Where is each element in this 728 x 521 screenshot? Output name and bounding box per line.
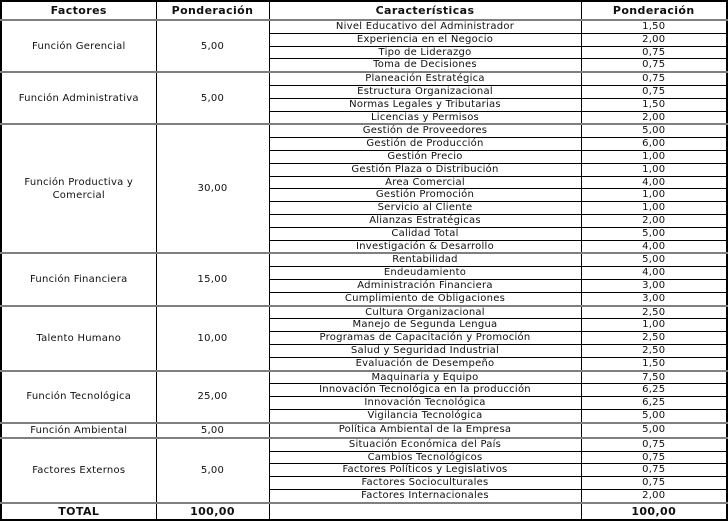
- characteristic-weight-cell: 5,00: [581, 253, 727, 266]
- characteristic-weight-cell: 1,00: [581, 202, 727, 215]
- table-body: [1, 20, 727, 503]
- characteristic-name-cell: Política Ambiental de la Empresa: [269, 423, 581, 438]
- characteristic-name-cell: Normas Legales y Tributarias: [269, 98, 581, 111]
- characteristic-row: [1, 124, 727, 137]
- characteristic-name-cell: Evaluación de Desempeño: [269, 357, 581, 370]
- total-label: TOTAL: [1, 503, 156, 520]
- characteristic-name-cell: Factores Socioculturales: [269, 477, 581, 490]
- total-row: [1, 503, 727, 520]
- characteristic-weight-cell: 4,00: [581, 240, 727, 253]
- col-header-factores: Factores: [1, 1, 156, 20]
- factor-name-cell: Función Gerencial: [1, 20, 156, 72]
- characteristic-weight-cell: 0,75: [581, 59, 727, 72]
- characteristic-weight-cell: 5,00: [581, 409, 727, 422]
- characteristic-name-cell: Vigilancia Tecnológica: [269, 409, 581, 422]
- characteristic-weight-cell: 1,50: [581, 357, 727, 370]
- characteristic-name-cell: Innovación Tecnológica: [269, 397, 581, 410]
- characteristic-weight-cell: 0,75: [581, 438, 727, 451]
- factor-weight-cell: 30,00: [156, 124, 269, 253]
- characteristic-name-cell: Factores Internacionales: [269, 489, 581, 502]
- characteristic-name-cell: Alianzas Estratégicas: [269, 214, 581, 227]
- characteristic-name-cell: Gestión Promoción: [269, 189, 581, 202]
- factor-weight-cell: 5,00: [156, 72, 269, 124]
- table-footer: [1, 503, 727, 520]
- characteristic-name-cell: Manejo de Segunda Lengua: [269, 319, 581, 332]
- characteristic-name-cell: Programas de Capacitación y Promoción: [269, 332, 581, 345]
- col-header-ponderacion-caracteristica: Ponderación: [581, 1, 727, 20]
- characteristic-weight-cell: 3,00: [581, 292, 727, 305]
- characteristic-weight-cell: 2,50: [581, 344, 727, 357]
- factor-name-cell: Función Administrativa: [1, 72, 156, 124]
- characteristic-row: [1, 306, 727, 319]
- characteristic-name-cell: Investigación & Desarrollo: [269, 240, 581, 253]
- characteristic-weight-cell: 6,00: [581, 138, 727, 151]
- characteristic-name-cell: Cultura Organizacional: [269, 306, 581, 319]
- characteristic-weight-cell: 3,00: [581, 279, 727, 292]
- characteristic-row: [1, 438, 727, 451]
- characteristic-weight-cell: 1,00: [581, 150, 727, 163]
- characteristic-weight-cell: 5,00: [581, 227, 727, 240]
- characteristic-weight-cell: 0,75: [581, 451, 727, 464]
- characteristic-name-cell: Gestión de Producción: [269, 138, 581, 151]
- characteristic-weight-cell: 0,75: [581, 464, 727, 477]
- characteristic-name-cell: Maquinaria y Equipo: [269, 371, 581, 384]
- factor-name-cell: Factores Externos: [1, 438, 156, 503]
- characteristic-weight-cell: 4,00: [581, 267, 727, 280]
- total-empty-cell: [269, 503, 581, 520]
- factor-name-cell: Función Ambiental: [1, 423, 156, 438]
- characteristic-name-cell: Factores Políticos y Legislativos: [269, 464, 581, 477]
- characteristic-name-cell: Estructura Organizacional: [269, 85, 581, 98]
- characteristic-name-cell: Cumplimiento de Obligaciones: [269, 292, 581, 305]
- characteristic-name-cell: Salud y Seguridad Industrial: [269, 344, 581, 357]
- characteristic-row: [1, 423, 727, 438]
- characteristic-name-cell: Administración Financiera: [269, 279, 581, 292]
- characteristic-weight-cell: 2,00: [581, 489, 727, 502]
- factor-weight-cell: 5,00: [156, 423, 269, 438]
- factor-name-cell: Talento Humano: [1, 306, 156, 371]
- factor-weight-cell: 5,00: [156, 20, 269, 72]
- characteristic-weight-cell: 2,00: [581, 111, 727, 124]
- characteristic-name-cell: Gestión Plaza o Distribución: [269, 163, 581, 176]
- characteristic-name-cell: Licencias y Permisos: [269, 111, 581, 124]
- characteristic-weight-cell: 6,25: [581, 397, 727, 410]
- characteristic-name-cell: Rentabilidad: [269, 253, 581, 266]
- characteristic-weight-cell: 2,00: [581, 33, 727, 46]
- characteristic-name-cell: Planeación Estratégica: [269, 72, 581, 85]
- characteristic-name-cell: Gestión de Proveedores: [269, 124, 581, 137]
- characteristic-weight-cell: 0,75: [581, 46, 727, 59]
- characteristic-name-cell: Innovación Tecnológica en la producción: [269, 384, 581, 397]
- characteristic-weight-cell: 1,00: [581, 319, 727, 332]
- characteristic-row: [1, 72, 727, 85]
- total-caracteristicas-ponderacion: 100,00: [581, 503, 727, 520]
- characteristic-name-cell: Servicio al Cliente: [269, 202, 581, 215]
- characteristic-name-cell: Gestión Precio: [269, 150, 581, 163]
- table-header: [1, 1, 727, 20]
- factor-weight-cell: 15,00: [156, 253, 269, 305]
- factor-weight-cell: 5,00: [156, 438, 269, 503]
- characteristic-weight-cell: 2,50: [581, 306, 727, 319]
- col-header-caracteristicas: Características: [269, 1, 581, 20]
- factor-name-cell: Función Tecnológica: [1, 371, 156, 423]
- characteristic-weight-cell: 4,00: [581, 176, 727, 189]
- characteristic-weight-cell: 2,00: [581, 214, 727, 227]
- characteristic-row: [1, 253, 727, 266]
- characteristic-name-cell: Nivel Educativo del Administrador: [269, 20, 581, 33]
- characteristic-weight-cell: 0,75: [581, 72, 727, 85]
- characteristic-weight-cell: 1,50: [581, 20, 727, 33]
- characteristic-weight-cell: 2,50: [581, 332, 727, 345]
- characteristic-weight-cell: 1,00: [581, 163, 727, 176]
- characteristic-weight-cell: 5,00: [581, 423, 727, 438]
- characteristic-row: [1, 371, 727, 384]
- col-header-ponderacion-factor: Ponderación: [156, 1, 269, 20]
- characteristic-weight-cell: 1,50: [581, 98, 727, 111]
- characteristic-weight-cell: 0,75: [581, 477, 727, 490]
- characteristic-name-cell: Situación Económica del País: [269, 438, 581, 451]
- characteristic-row: [1, 20, 727, 33]
- header-row: [1, 1, 727, 20]
- characteristic-name-cell: Endeudamiento: [269, 267, 581, 280]
- characteristic-weight-cell: 1,00: [581, 189, 727, 202]
- characteristic-name-cell: Toma de Decisiones: [269, 59, 581, 72]
- factor-weight-cell: 10,00: [156, 306, 269, 371]
- total-factor-ponderacion: 100,00: [156, 503, 269, 520]
- characteristic-weight-cell: 5,00: [581, 124, 727, 137]
- factor-weight-cell: 25,00: [156, 371, 269, 423]
- characteristic-name-cell: Área Comercial: [269, 176, 581, 189]
- factor-name-cell: Función Financiera: [1, 253, 156, 305]
- factor-name-cell: Función Productiva y Comercial: [1, 124, 156, 253]
- characteristic-weight-cell: 6,25: [581, 384, 727, 397]
- characteristic-weight-cell: 0,75: [581, 85, 727, 98]
- characteristic-name-cell: Experiencia en el Negocio: [269, 33, 581, 46]
- characteristic-name-cell: Cambios Tecnológicos: [269, 451, 581, 464]
- characteristic-name-cell: Calidad Total: [269, 227, 581, 240]
- characteristic-weight-cell: 7,50: [581, 371, 727, 384]
- characteristic-name-cell: Tipo de Liderazgo: [269, 46, 581, 59]
